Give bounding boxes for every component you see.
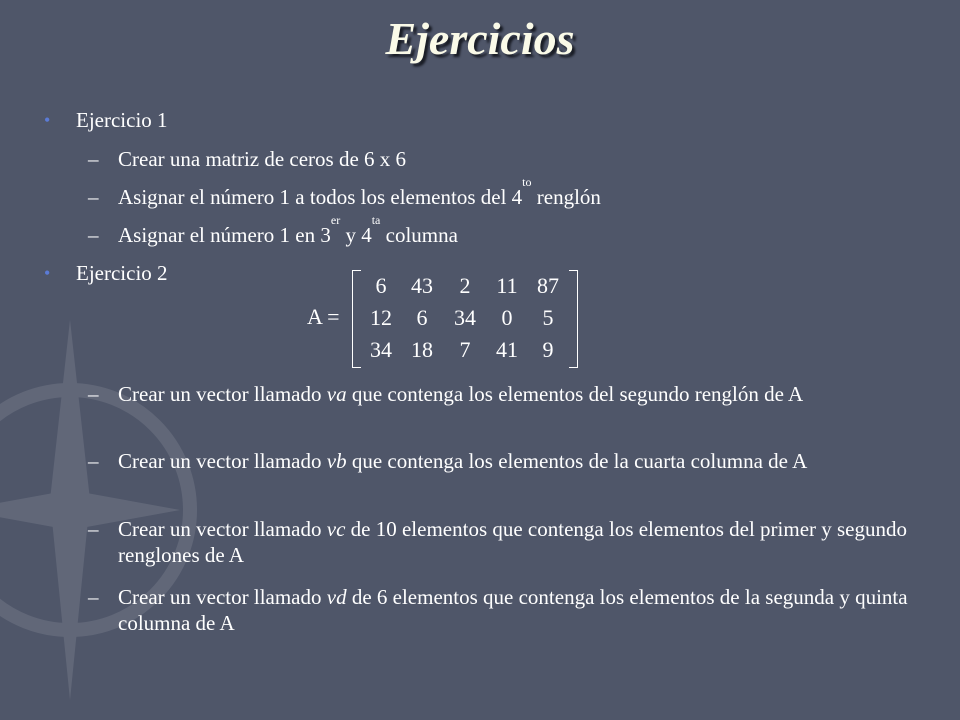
item-text: y 4 [340, 223, 372, 247]
matrix-cell: 34 [370, 337, 392, 362]
item-text: columna [380, 223, 458, 247]
item-text: Asignar el número 1 en 3 [118, 223, 331, 247]
bullet-icon: • [44, 110, 51, 130]
matrix-grid [363, 270, 567, 366]
matrix-cell: 41 [496, 337, 518, 362]
slide-title: Ejercicios [385, 13, 575, 64]
matrix-a [307, 268, 587, 368]
matrix-cell: 18 [411, 337, 433, 362]
item-text: que contenga los elementos de la cuarta columna de A [346, 449, 808, 473]
dash-marker: – [88, 517, 99, 541]
matrix-left-bracket [352, 270, 361, 368]
matrix-cell: 11 [496, 273, 518, 298]
matrix-cell: 6 [375, 273, 387, 298]
matrix-label: A = [307, 304, 340, 329]
exercise-2-item-a [88, 381, 944, 407]
dash-marker: – [88, 585, 99, 609]
matrix-cell: 87 [537, 273, 559, 298]
exercise-1-item-b [88, 175, 944, 210]
matrix-right-bracket [569, 270, 578, 368]
dash-marker: – [88, 382, 99, 406]
dash-marker: – [88, 223, 99, 247]
item-text: Asignar el número 1 a todos los elementos del 4 [118, 185, 523, 209]
matrix-cell: 9 [542, 337, 554, 362]
dash-marker: – [88, 147, 99, 171]
matrix-cell: 0 [501, 305, 513, 330]
matrix-cell: 5 [542, 305, 554, 330]
matrix-cell: 34 [454, 305, 476, 330]
matrix-cell: 7 [459, 337, 471, 362]
item-text: de 10 elementos que contenga los elementos del primer y segundo renglones de A [118, 517, 908, 567]
matrix-cell: 2 [459, 273, 471, 298]
matrix-cell: 12 [370, 305, 392, 330]
item-text: que contenga los elementos del segundo renglón de A [346, 382, 804, 406]
item-superscript: er [330, 213, 341, 227]
matrix-cell: 6 [416, 305, 428, 330]
item-variable: vc [326, 517, 346, 541]
item-text: Crear un vector llamado [118, 449, 327, 473]
exercise-2-item-b [88, 448, 944, 474]
dash-marker: – [88, 185, 99, 209]
exercise-1-heading [44, 107, 168, 133]
dash-marker: – [88, 449, 99, 473]
item-text: Crear un vector llamado [118, 517, 327, 541]
item-text: Crear una matriz de ceros de 6 x 6 [118, 147, 407, 171]
item-superscript: ta [371, 213, 381, 227]
item-variable: vd [326, 585, 347, 609]
exercise-2-item-d [88, 584, 944, 636]
item-text: renglón [531, 185, 601, 209]
exercise-1-label: Ejercicio 1 [76, 108, 168, 132]
exercise-2-item-c [88, 516, 944, 568]
item-text: Crear un vector llamado [118, 382, 327, 406]
compass-watermark-icon [0, 300, 200, 720]
item-superscript: to [522, 175, 532, 189]
bullet-icon: • [44, 263, 51, 283]
matrix-cell: 43 [411, 273, 433, 298]
item-text: Crear un vector llamado [118, 585, 327, 609]
exercise-2-label: Ejercicio 2 [76, 261, 168, 285]
item-variable: va [326, 382, 347, 406]
exercise-1-item-a [88, 146, 944, 172]
item-text: de 6 elementos que contenga los elementos de la segunda y quinta columna de A [118, 585, 908, 635]
item-variable: vb [326, 449, 347, 473]
exercise-2-heading [44, 260, 168, 286]
exercise-1-item-c [88, 213, 944, 248]
